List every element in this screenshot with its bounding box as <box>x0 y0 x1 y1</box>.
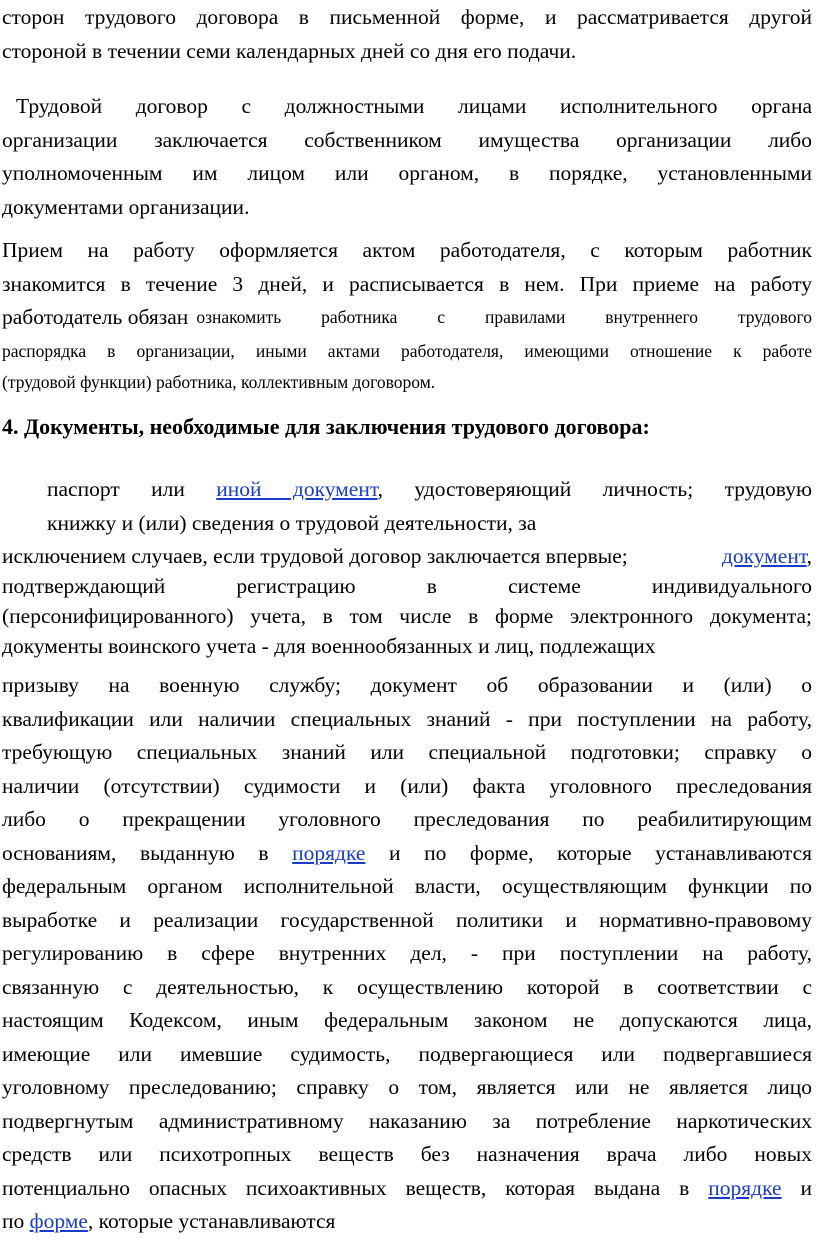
text-line: выработке и реализации государственной политики и нормативно-правовому <box>2 907 812 932</box>
text-fragment: потенциально опасных психоактивных веществ, которая выдана в <box>2 1175 690 1200</box>
text-line: настоящим Кодексом, иным федеральным законом не допускаются лица, <box>2 1008 812 1032</box>
text-line <box>2 837 812 871</box>
text-line: книжку и (или) сведения о трудовой деятельности, за <box>47 510 537 535</box>
text-line: распорядка в организации, иными актами работодателя, имеющими отношение к работе <box>2 340 812 361</box>
paragraph-5 <box>2 541 812 661</box>
other-document-link[interactable]: иной документ <box>216 477 378 501</box>
text-fragment: работодатель обязан <box>2 305 189 329</box>
text-line: (трудовой функции) работника, коллективным договором. <box>2 371 436 392</box>
text-line: Трудовой договор с должностными лицами исполнительного органа <box>16 94 812 118</box>
text-line: (персонифицированного) учета, в том числе в форме электронного документа; <box>2 604 812 628</box>
text-line: Прием на работу оформляется актом работодателя, с которым работник <box>2 238 812 262</box>
text-line <box>2 1205 812 1239</box>
text-line: имеющие или имевшие судимость, подвергающиеся или подвергавшиеся <box>2 1041 812 1066</box>
text-line <box>2 541 812 571</box>
text-fragment: , <box>806 544 812 568</box>
text-fragment: , которые устанавливаются <box>87 1209 336 1233</box>
text-line: уполномоченным им лицом или органом, в порядке, установленными <box>2 161 812 185</box>
text-line: квалификации или наличии специальных знаний - при поступлении на работу, <box>2 706 812 731</box>
text-line: связанную с деятельностью, к осуществлению которой в соответствии с <box>2 974 812 999</box>
paragraph-6 <box>2 669 812 1239</box>
text-line: регулированию в сфере внутренних дел, - при поступлении на работу, <box>2 941 812 965</box>
text-line: организации заключается собственником имущества организации либо <box>2 127 812 152</box>
text-line: документы воинского учета - для военнообязанных и лиц, подлежащих <box>2 634 656 658</box>
text-line: призыву на военную службу; документ об образовании и (или) о <box>2 673 812 697</box>
text-line: наличии (отсутствии) судимости и (или) факта уголовного преследования <box>2 773 812 798</box>
section-heading: 4. Документы, необходимые для заключения трудового договора: <box>2 414 650 439</box>
text-line: средств или психотропных веществ без назначения врача либо новых <box>2 1142 812 1166</box>
paragraph-1 <box>2 1 812 68</box>
text-fragment <box>716 541 812 571</box>
text-fragment: основаниям, выданную в <box>2 840 269 865</box>
text-line: стороной в течении семи календарных дней со дня его подачи. <box>2 38 577 63</box>
document-link[interactable]: документ <box>721 544 807 568</box>
paragraph-4 <box>47 473 812 540</box>
text-fragment: , удостоверяющий личность; трудовую <box>377 477 812 501</box>
text-line: уголовному преследованию; справку о том, является или не является лицо <box>2 1075 812 1099</box>
text-line: подтверждающий регистрацию в системе индивидуального <box>2 574 812 598</box>
text-fragment: и <box>800 1175 812 1200</box>
text-line: сторон трудового договора в письменной форме, и рассматривается другой <box>2 5 812 29</box>
procedure-link[interactable]: порядке <box>292 840 366 865</box>
text-fragment: исключением случаев, если трудовой договор заключается впервые; <box>2 544 628 568</box>
procedure-link-2[interactable]: порядке <box>708 1175 782 1200</box>
paragraph-3 <box>2 234 812 399</box>
text-fragment: ознакомить работника с правилами внутреннего трудового <box>196 307 812 327</box>
text-line <box>2 301 812 335</box>
text-line: документами организации. <box>2 194 250 219</box>
text-line: требующую специальных знаний или специальной подготовки; справку о <box>2 740 812 764</box>
text-line: федеральным органом исполнительной власти, осуществляющим функции по <box>2 874 812 898</box>
text-line <box>2 1172 812 1206</box>
text-fragment: паспорт или <box>47 477 185 501</box>
text-line: подвергнутым административному наказанию за потребление наркотических <box>2 1108 812 1133</box>
text-line <box>47 473 812 507</box>
paragraph-2 <box>2 90 812 224</box>
text-line: либо о прекращении уголовного преследования по реабилитирующим <box>2 807 812 831</box>
text-line: знакомится в течение 3 дней, и расписывается в нем. При приеме на работу <box>2 271 812 296</box>
form-link[interactable]: форме <box>29 1209 88 1233</box>
text-fragment: и по форме, которые устанавливаются <box>389 840 812 865</box>
text-fragment: по <box>2 1209 25 1233</box>
